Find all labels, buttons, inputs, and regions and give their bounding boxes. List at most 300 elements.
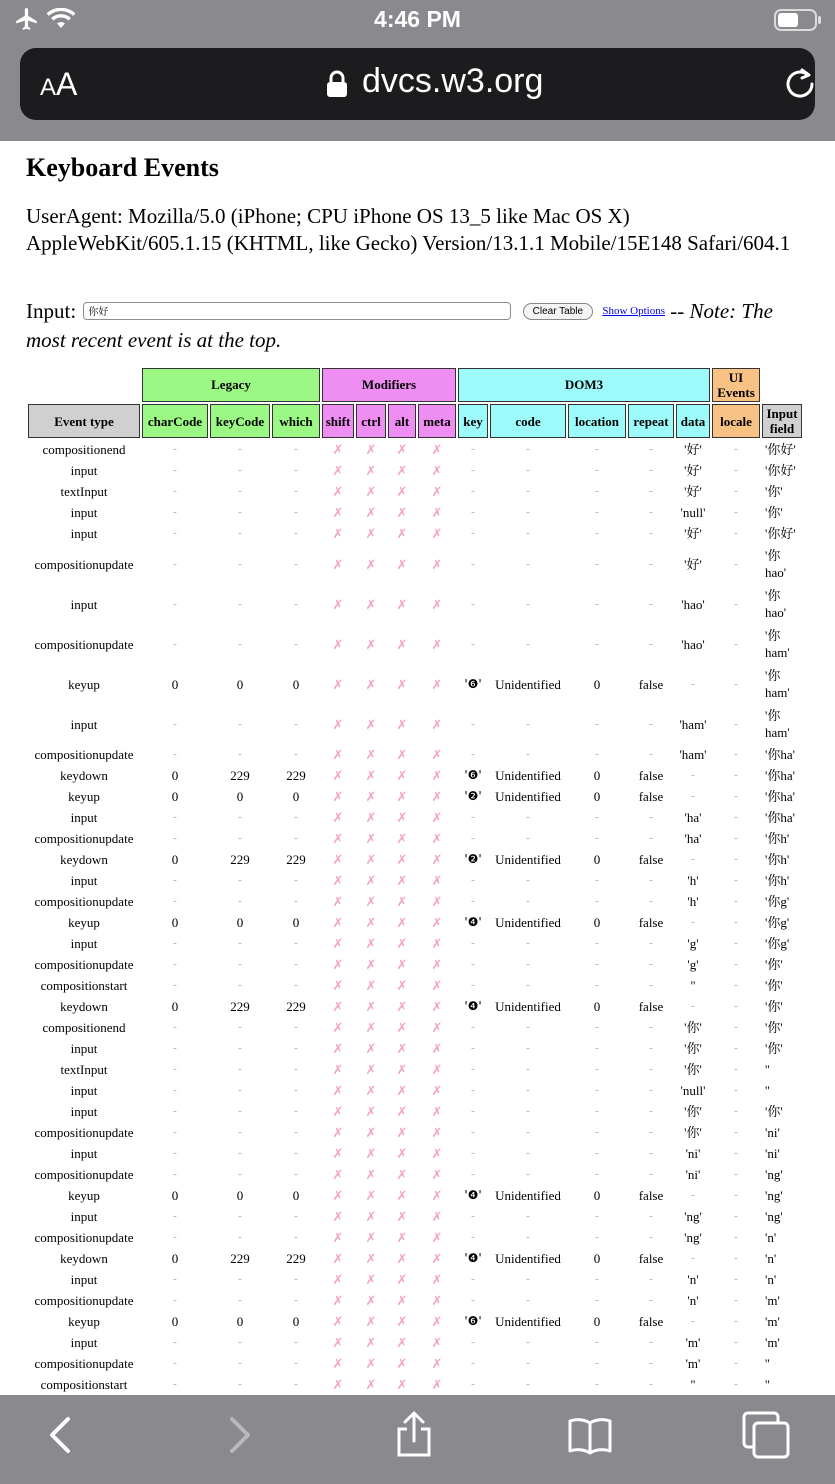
table-cell: -	[649, 748, 653, 760]
table-cell: ✗	[332, 768, 344, 783]
table-cell: -	[526, 506, 530, 518]
table-cell: -	[526, 597, 530, 610]
table-cell: ✗	[332, 789, 344, 804]
address-bar[interactable]	[20, 48, 815, 120]
table-cell: compositionstart	[40, 978, 128, 993]
table-cell: '你 ham'	[765, 668, 790, 700]
table-cell: -	[238, 748, 242, 760]
table-cell: ✗	[431, 852, 443, 867]
table-cell: ✗	[365, 1083, 377, 1098]
table-cell: '❷'	[464, 852, 482, 866]
table-cell: ✗	[332, 1062, 344, 1077]
table-cell: -	[649, 979, 653, 991]
table-cell: ✗	[365, 1125, 377, 1140]
bookmarks-icon[interactable]	[566, 1411, 614, 1459]
table-cell: compositionupdate	[34, 831, 134, 846]
table-cell: -	[649, 1378, 653, 1390]
table-cell: ✗	[365, 1377, 377, 1392]
table-cell: -	[734, 1126, 738, 1138]
table-cell: '好'	[684, 442, 702, 457]
table-cell: ✗	[431, 1188, 443, 1203]
table-cell: ✗	[396, 1188, 408, 1203]
table-cell: -	[294, 1231, 298, 1243]
table-cell: ✗	[431, 1020, 443, 1035]
table-cell: input	[70, 1335, 98, 1350]
table-cell: ✗	[396, 789, 408, 804]
table-cell: -	[734, 1336, 738, 1348]
table-cell: -	[734, 527, 738, 539]
table-cell: keydown	[60, 999, 108, 1014]
table-cell: Unidentified	[495, 676, 561, 692]
table-cell: '好'	[684, 556, 702, 572]
table-cell: -	[173, 1168, 177, 1180]
table-cell: ✗	[365, 1146, 377, 1161]
table-cell: ✗	[431, 596, 443, 612]
table-cell: 'n'	[687, 1293, 699, 1308]
table-cell: ✗	[431, 636, 443, 652]
table-cell: -	[173, 1021, 177, 1033]
table-cell: -	[649, 717, 653, 730]
table-cell: -	[649, 1042, 653, 1054]
table-cell: -	[595, 937, 599, 949]
table-cell: ✗	[431, 484, 443, 499]
table-cell: compositionupdate	[34, 747, 134, 762]
table-row	[28, 482, 802, 501]
table-cell: -	[734, 916, 738, 928]
table-cell: ✗	[365, 1314, 377, 1329]
table-cell: -	[294, 506, 298, 518]
table-cell: ✗	[365, 789, 377, 804]
table-cell: -	[526, 1084, 530, 1096]
table-cell: '❷'	[464, 789, 482, 803]
column-header: ctrl	[356, 404, 386, 438]
table-cell: ✗	[365, 1062, 377, 1077]
table-cell: ✗	[332, 915, 344, 930]
table-cell: -	[526, 1042, 530, 1054]
table-cell: ✗	[396, 1041, 408, 1056]
table-cell: 'ham'	[679, 716, 707, 732]
table-cell: '好'	[684, 463, 702, 478]
table-cell: 229	[286, 768, 306, 783]
table-cell: ✗	[332, 1209, 344, 1224]
table-cell: 0	[236, 1188, 244, 1203]
table-cell: ✗	[396, 442, 408, 457]
table-cell: -	[734, 853, 738, 865]
reload-icon[interactable]	[782, 66, 818, 102]
table-cell: -	[649, 1273, 653, 1285]
table-cell: '❹'	[464, 1188, 482, 1202]
table-cell: '你 hao'	[765, 548, 787, 580]
table-cell: -	[294, 895, 298, 907]
table-row	[28, 705, 802, 743]
table-cell: -	[173, 1063, 177, 1075]
table-cell: ✗	[332, 1335, 344, 1350]
table-cell: ✗	[365, 676, 377, 692]
table-cell: -	[649, 1063, 653, 1075]
table-cell: ✗	[332, 1167, 344, 1182]
table-cell: -	[649, 1231, 653, 1243]
clear-table-button[interactable]: Clear Table	[523, 303, 593, 320]
table-cell: -	[238, 443, 242, 455]
table-cell: -	[526, 937, 530, 949]
table-cell: '你'	[765, 999, 783, 1014]
table-cell: -	[173, 1294, 177, 1306]
table-cell: -	[294, 979, 298, 991]
table-cell: false	[638, 999, 664, 1014]
table-cell: 0	[171, 1314, 179, 1329]
page-title: Keyboard Events	[26, 153, 219, 182]
table-cell: ✗	[396, 556, 408, 572]
table-cell: -	[595, 1105, 599, 1117]
table-cell: -	[526, 1063, 530, 1075]
table-cell: ✗	[365, 1188, 377, 1203]
table-cell: 0	[593, 915, 601, 930]
table-cell: -	[173, 1231, 177, 1243]
table-cell: -	[595, 557, 599, 570]
table-cell: input	[70, 1146, 98, 1161]
table-cell: ✗	[396, 1146, 408, 1161]
table-cell: -	[595, 506, 599, 518]
table-cell: -	[173, 874, 177, 886]
table-cell: '你g'	[765, 915, 790, 930]
table-cell: ✗	[332, 505, 344, 520]
table-row	[28, 625, 802, 663]
table-cell: keyup	[68, 789, 100, 804]
table-cell: -	[649, 832, 653, 844]
table-row	[28, 976, 802, 995]
table-cell: '你h'	[765, 831, 790, 846]
column-header: repeat	[628, 404, 674, 438]
table-cell: -	[238, 979, 242, 991]
table-cell: -	[294, 811, 298, 823]
table-cell: ✗	[431, 831, 443, 846]
table-cell: -	[471, 717, 475, 730]
table-cell: Unidentified	[495, 999, 561, 1014]
table-cell: -	[294, 597, 298, 610]
table-cell: -	[526, 1126, 530, 1138]
table-cell: -	[294, 1147, 298, 1159]
table-cell: -	[734, 832, 738, 844]
table-cell: ✗	[396, 1209, 408, 1224]
table-cell: -	[691, 1315, 695, 1327]
table-cell: ✗	[431, 1041, 443, 1056]
table-cell: ✗	[431, 442, 443, 457]
table-cell: ✗	[332, 1314, 344, 1329]
table-cell: ✗	[396, 873, 408, 888]
table-cell: ✗	[332, 556, 344, 572]
group-modifiers: Modifiers	[322, 368, 456, 402]
group-dom3: DOM3	[458, 368, 710, 402]
table-cell: -	[294, 748, 298, 760]
table-cell: ✗	[431, 789, 443, 804]
table-cell: -	[526, 1147, 530, 1159]
input-row	[26, 297, 816, 355]
browser-chrome-top	[0, 0, 835, 141]
table-row	[28, 440, 802, 459]
table-cell: -	[294, 717, 298, 730]
table-cell: -	[691, 1252, 695, 1264]
table-cell: -	[649, 1294, 653, 1306]
table-cell: 'hao'	[681, 636, 705, 652]
table-row	[28, 1165, 802, 1184]
table-cell: 'm'	[765, 1335, 780, 1350]
table-cell: -	[734, 811, 738, 823]
table-cell: '你'	[684, 1062, 702, 1077]
table-cell: -	[471, 1042, 475, 1054]
column-header: code	[490, 404, 566, 438]
table-cell: -	[734, 1231, 738, 1243]
table-cell: 0	[171, 1188, 179, 1203]
table-cell: -	[471, 527, 475, 539]
table-cell: ✗	[396, 978, 408, 993]
table-row	[28, 461, 802, 480]
table-row	[28, 1123, 802, 1142]
table-cell: compositionupdate	[34, 1125, 134, 1140]
table-cell: ✗	[332, 1356, 344, 1371]
table-cell: ✗	[365, 831, 377, 846]
table-cell: ✗	[396, 1167, 408, 1182]
table-cell: -	[734, 769, 738, 781]
table-cell: -	[734, 1357, 738, 1369]
text-size-big: A	[56, 66, 78, 102]
table-cell: -	[294, 1357, 298, 1369]
table-cell: '你'	[765, 978, 783, 993]
table-cell: 0	[171, 915, 179, 930]
table-cell: 0	[292, 676, 300, 692]
table-cell: ✗	[396, 894, 408, 909]
table-cell: ✗	[431, 1083, 443, 1098]
column-header: which	[272, 404, 320, 438]
table-cell: -	[173, 485, 177, 497]
table-cell: -	[471, 443, 475, 455]
table-cell: ''	[765, 1356, 770, 1371]
table-cell: -	[294, 1294, 298, 1306]
url-domain[interactable]: dvcs.w3.org	[362, 62, 544, 100]
table-cell: '❻'	[464, 768, 482, 782]
table-cell: 'n'	[765, 1230, 777, 1245]
table-cell: ✗	[365, 716, 377, 732]
table-cell: 229	[230, 999, 250, 1014]
show-options-link[interactable]: Show Options	[602, 305, 665, 317]
table-cell: -	[238, 1357, 242, 1369]
table-cell: ✗	[431, 676, 443, 692]
table-cell: 'n'	[765, 1272, 777, 1287]
table-cell: -	[649, 937, 653, 949]
table-cell: -	[649, 895, 653, 907]
table-cell: -	[173, 1378, 177, 1390]
table-cell: 0	[292, 1314, 300, 1329]
table-cell: -	[526, 1231, 530, 1243]
table-cell: -	[526, 527, 530, 539]
table-cell: 229	[286, 999, 306, 1014]
back-icon[interactable]	[38, 1411, 86, 1459]
table-cell: ✗	[332, 1146, 344, 1161]
table-cell: keyup	[68, 1314, 100, 1329]
table-cell: -	[526, 637, 530, 650]
table-cell: -	[238, 1126, 242, 1138]
table-cell: ✗	[332, 1041, 344, 1056]
table-cell: textInput	[60, 484, 108, 499]
table-cell: 0	[171, 999, 179, 1014]
table-cell: 'n'	[687, 1272, 699, 1287]
table-cell: -	[294, 1126, 298, 1138]
table-cell: ✗	[431, 1062, 443, 1077]
table-cell: -	[649, 958, 653, 970]
table-row	[28, 1354, 802, 1373]
table-cell: -	[471, 557, 475, 570]
table-row	[28, 1249, 802, 1268]
table-cell: -	[238, 1273, 242, 1285]
group-legacy: Legacy	[142, 368, 320, 402]
table-cell: -	[294, 937, 298, 949]
table-cell: false	[638, 1251, 664, 1266]
table-cell: -	[734, 1042, 738, 1054]
table-cell: '你好'	[765, 442, 796, 457]
table-cell: '你'	[765, 505, 783, 520]
table-cell: ✗	[431, 1125, 443, 1140]
share-icon[interactable]	[390, 1411, 438, 1459]
table-cell: ✗	[431, 1335, 443, 1350]
table-row	[28, 1291, 802, 1310]
table-cell: ✗	[431, 747, 443, 762]
table-cell: -	[734, 464, 738, 476]
table-cell: compositionupdate	[34, 957, 134, 972]
forward-icon[interactable]	[214, 1411, 262, 1459]
table-cell: ✗	[431, 957, 443, 972]
table-cell: 229	[286, 852, 306, 867]
table-cell: 'ng'	[684, 1209, 702, 1224]
table-cell: ✗	[431, 1104, 443, 1119]
table-cell: ✗	[431, 1272, 443, 1287]
table-cell: compositionstart	[40, 1377, 128, 1392]
text-size-icon[interactable]	[40, 66, 77, 103]
table-cell: '你 hao'	[765, 588, 787, 620]
table-cell: compositionend	[42, 442, 126, 457]
table-cell: -	[595, 1336, 599, 1348]
table-cell: 'ng'	[765, 1209, 783, 1224]
table-cell: -	[649, 1105, 653, 1117]
table-cell: -	[238, 811, 242, 823]
table-cell: -	[734, 895, 738, 907]
events-tbody	[28, 440, 802, 1415]
table-cell: ✗	[332, 831, 344, 846]
table-cell: -	[471, 1084, 475, 1096]
table-cell: ✗	[365, 1335, 377, 1350]
table-cell: ✗	[332, 636, 344, 652]
table-cell: -	[173, 637, 177, 650]
table-cell: -	[649, 1168, 653, 1180]
table-cell: input	[70, 526, 98, 541]
status-time: 4:46 PM	[374, 6, 461, 32]
table-cell: -	[595, 1042, 599, 1054]
table-cell: '你'	[765, 1020, 783, 1035]
table-row	[28, 1144, 802, 1163]
table-cell: ✗	[431, 936, 443, 951]
table-cell: -	[526, 832, 530, 844]
table-cell: -	[595, 979, 599, 991]
table-cell: Unidentified	[495, 1188, 561, 1203]
tabs-icon[interactable]	[742, 1411, 790, 1459]
table-row	[28, 997, 802, 1016]
table-cell: -	[294, 1168, 298, 1180]
table-cell: -	[294, 1378, 298, 1390]
table-cell: 0	[171, 852, 179, 867]
table-cell: ✗	[365, 810, 377, 825]
browser-toolbar	[0, 1395, 835, 1484]
table-cell: 'm'	[685, 1356, 701, 1371]
table-cell: -	[173, 557, 177, 570]
table-cell: -	[238, 1231, 242, 1243]
table-cell: -	[734, 937, 738, 949]
table-cell: ✗	[365, 852, 377, 867]
table-row	[28, 1312, 802, 1331]
events-table	[26, 366, 804, 1417]
table-cell: -	[649, 1210, 653, 1222]
table-cell: Unidentified	[495, 768, 561, 783]
table-row	[28, 913, 802, 932]
table-cell: ✗	[332, 873, 344, 888]
table-cell: -	[595, 527, 599, 539]
lock-icon	[326, 70, 348, 98]
table-cell: compositionupdate	[34, 1230, 134, 1245]
table-cell: ✗	[365, 768, 377, 783]
column-header: shift	[322, 404, 354, 438]
column-header: key	[458, 404, 488, 438]
table-cell: -	[526, 874, 530, 886]
table-cell: '你'	[765, 957, 783, 972]
table-cell: '好'	[684, 526, 702, 541]
status-bar	[0, 0, 835, 42]
table-cell: -	[526, 443, 530, 455]
table-cell: -	[595, 443, 599, 455]
table-cell: -	[238, 1105, 242, 1117]
table-cell: -	[734, 1189, 738, 1201]
test-input-field[interactable]	[83, 302, 511, 320]
table-cell: ✗	[431, 1167, 443, 1182]
table-cell: ✗	[332, 463, 344, 478]
table-cell: -	[595, 1021, 599, 1033]
table-cell: input	[70, 810, 98, 825]
table-cell: -	[649, 506, 653, 518]
table-cell: 0	[171, 676, 179, 692]
table-cell: '你好'	[765, 526, 796, 541]
table-cell: -	[238, 1336, 242, 1348]
table-cell: '你 ham'	[765, 628, 790, 660]
table-cell: ✗	[365, 1272, 377, 1287]
table-cell: ✗	[332, 442, 344, 457]
table-row	[28, 829, 802, 848]
table-cell: -	[471, 1063, 475, 1075]
table-cell: -	[471, 597, 475, 610]
table-cell: -	[238, 717, 242, 730]
table-cell: -	[734, 958, 738, 970]
table-cell: ✗	[431, 556, 443, 572]
table-cell: ✗	[365, 1356, 377, 1371]
table-row	[28, 665, 802, 703]
table-cell: -	[526, 748, 530, 760]
table-cell: 'ng'	[765, 1188, 783, 1203]
table-cell: '你g'	[765, 894, 790, 909]
table-cell: -	[649, 557, 653, 570]
table-cell: 0	[292, 915, 300, 930]
table-cell: ''	[690, 978, 696, 993]
table-row	[28, 1039, 802, 1058]
column-header: locale	[712, 404, 760, 438]
table-cell: ✗	[332, 1251, 344, 1266]
table-cell: ✗	[365, 1230, 377, 1245]
table-cell: -	[173, 1210, 177, 1222]
table-cell: -	[649, 874, 653, 886]
